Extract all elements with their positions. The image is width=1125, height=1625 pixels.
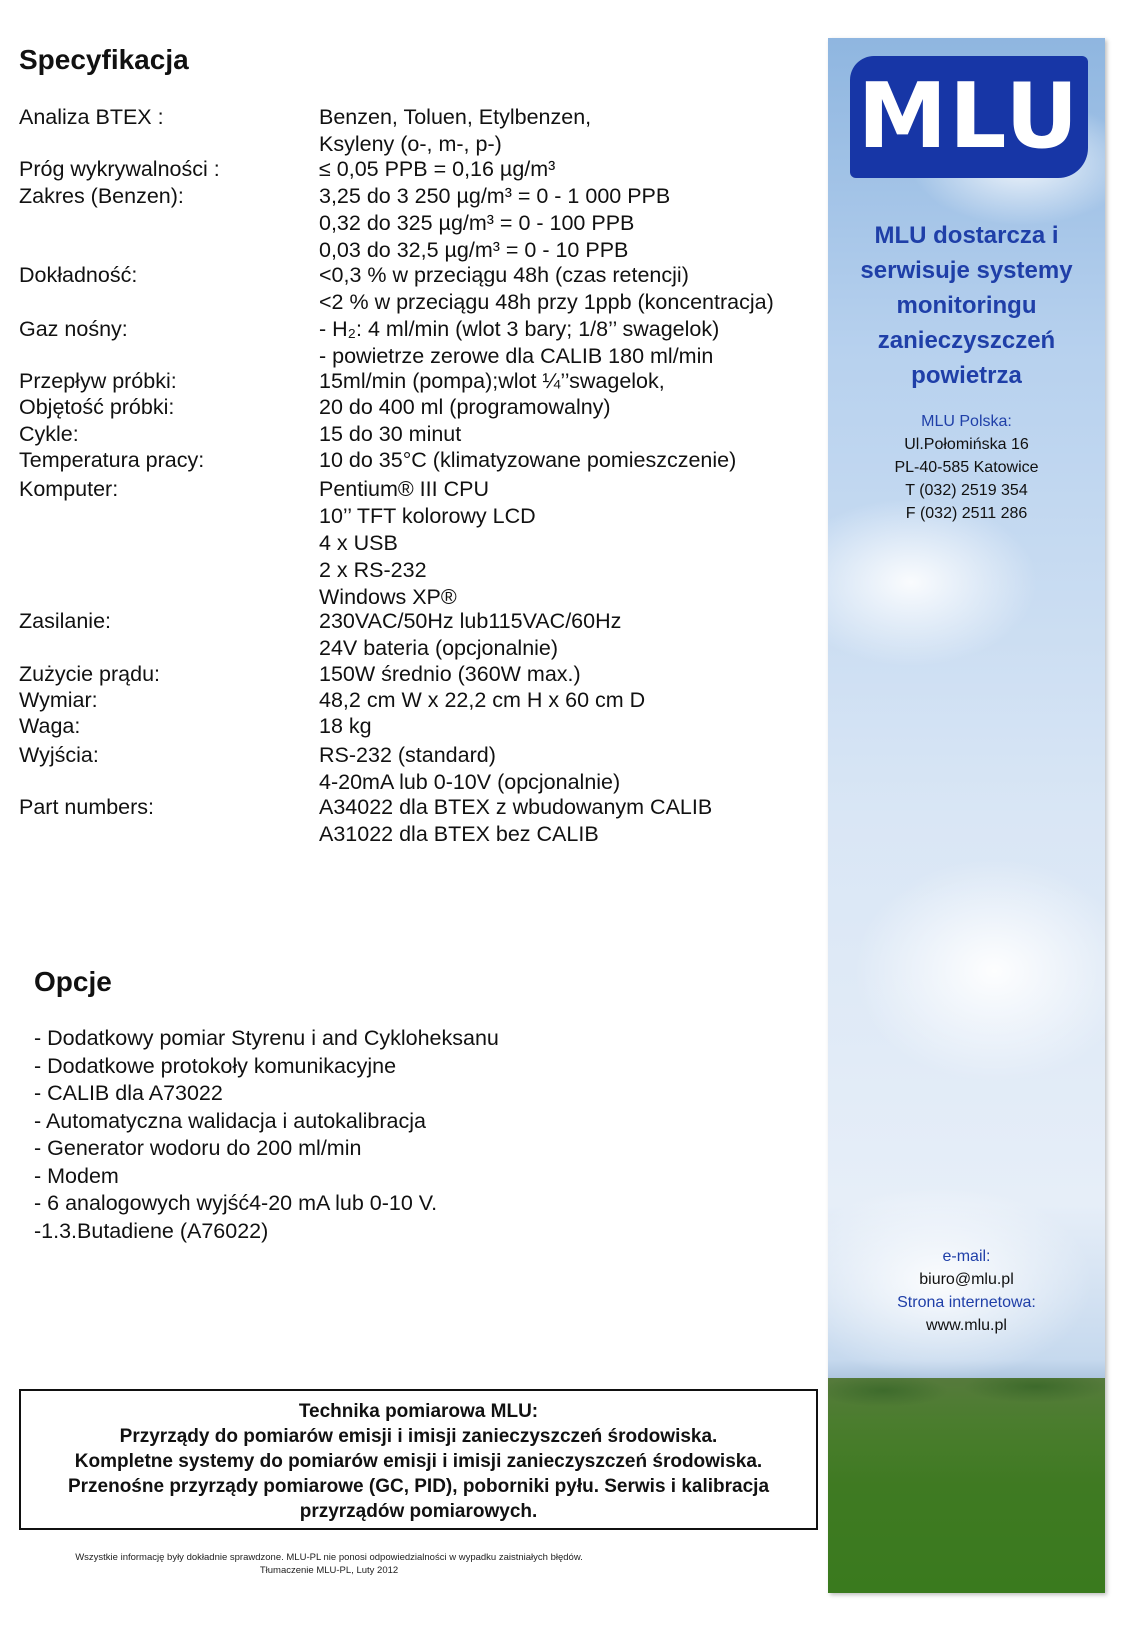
tagline-line: powietrza [911,362,1022,389]
address-line: PL-40-585 Katowice [894,459,1039,476]
tagline-line: zanieczyszczeń [877,327,1056,354]
spec-values [319,368,665,395]
spec-value: 18 kg [319,714,372,738]
spec-title: Specyfikacja [19,44,189,75]
disclaimer [19,1551,639,1577]
footer-box [19,1389,818,1530]
spec-label: Zasilanie: [19,609,112,633]
spec-values [319,794,712,848]
address-line: Ul.Połomińska 16 [904,436,1029,453]
sidebar-banner [828,38,1105,1593]
spec-label: Wymiar: [19,688,98,712]
spec-value: 15 do 30 minut [319,422,462,446]
grass-background [828,1378,1105,1593]
tagline-line: MLU dostarcza i [874,222,1059,249]
option-item: - CALIB dla A73022 [34,1081,223,1105]
spec-value: 10 do 35°C (klimatyzowane pomieszczenie) [319,448,737,472]
option-item: - Dodatkowe protokoły komunikacyjne [34,1053,397,1078]
spec-value: 48,2 cm W x 22,2 cm H x 60 cm D [319,688,646,712]
address-title: MLU Polska: [921,413,1012,430]
option-item: -1.3.Butadiene (A76022) [34,1218,269,1243]
option-item: - 6 analogowych wyjść4-20 mA lub 0-10 V. [34,1191,438,1215]
spec-value: 20 do 400 ml (programowalny) [319,395,611,419]
spec-label: Objętość próbki: [19,395,175,419]
spec-label: Waga: [19,714,81,738]
website-label: Strona internetowa: [897,1294,1036,1311]
spec-values [319,608,621,662]
spec-label: Analiza BTEX : [19,105,164,129]
option-item: - Dodatkowy pomiar Styrenu i and Cykloheksanu [34,1026,499,1050]
spec-label: Part numbers: [19,795,155,819]
logo-text: MLU [857,64,1081,169]
spec-value: Ksyleny (o-, m-, p-) [319,132,502,156]
spec-value: - powietrze zerowe dla CALIB 180 ml/min [319,344,714,368]
options-list [34,1025,499,1245]
email-label: e-mail: [942,1248,991,1265]
spec-value: <2 % w przeciągu 48h przy 1ppb (koncentracja) [319,290,774,314]
disclaimer-line: Tłumaczenie MLU-PL, Luty 2012 [259,1565,399,1576]
option-item: - Automatyczna walidacja i autokalibracja [34,1108,426,1133]
tagline-line: serwisuje systemy [860,257,1073,284]
address-line: T (032) 2519 354 [905,482,1028,499]
spec-label: Gaz nośny: [19,317,128,341]
spec-value: 3,25 do 3 250 µg/m³ = 0 - 1 000 PPB [319,184,671,208]
spec-value: 15ml/min (pompa);wlot ¼’’swagelok, [319,369,665,393]
website-link[interactable]: www.mlu.pl [926,1317,1007,1334]
option-item: - Generator wodoru do 200 ml/min [34,1136,362,1160]
spec-values [319,316,719,370]
spec-value: ≤ 0,05 PPB = 0,16 µg/m³ [319,157,556,181]
spec-values [319,447,736,474]
spec-value: 10’’ TFT kolorowy LCD [319,504,536,528]
spec-value: 150W średnio (360W max.) [319,662,581,686]
spec-values [319,661,581,688]
spec-values [319,183,670,264]
mlu-logo [850,56,1088,178]
footer-line: Technika pomiarowa MLU: [298,1401,539,1422]
spec-label: Próg wykrywalności : [19,157,220,181]
spec-values [319,687,645,714]
spec-values [319,394,611,421]
option-item: - Modem [34,1163,119,1188]
spec-value: A31022 dla BTEX bez CALIB [319,822,599,846]
spec-label: Komputer: [19,477,119,501]
spec-value: - H₂: 4 ml/min (wlot 3 bary; 1/8’’ swagelok) [319,317,720,341]
disclaimer-line: Wszystkie informację były dokładnie sprawdzone. MLU-PL nie ponosi odpowiedzialności w wypadku zaistniałych błędów. [75,1552,583,1563]
address-block [828,410,1105,525]
spec-label: Zużycie prądu: [19,662,161,686]
footer-line: przyrządów pomiarowych. [299,1501,538,1522]
contact-block [828,1245,1105,1337]
spec-label: Wyjścia: [19,743,99,767]
spec-value: Benzen, Toluen, Etylbenzen, [319,105,592,129]
spec-value: 0,03 do 32,5 µg/m³ = 0 - 10 PPB [319,238,629,262]
banner-tagline [828,218,1105,393]
spec-value: 230VAC/50Hz lub115VAC/60Hz [319,609,622,633]
spec-values [319,713,372,740]
spec-values [319,742,620,796]
spec-value: Pentium® III CPU [319,477,489,501]
spec-values [319,156,555,183]
spec-value: A34022 dla BTEX z wbudowanym CALIB [319,795,713,819]
address-line: F (032) 2511 286 [905,505,1028,522]
footer-line: Przenośne przyrządy pomiarowe (GC, PID), poborniki pyłu. Serwis i kalibracja [67,1476,770,1497]
spec-value: 4 x USB [319,531,398,555]
spec-label: Zakres (Benzen): [19,184,184,208]
spec-label: Cykle: [19,422,79,446]
email-link[interactable]: biuro@mlu.pl [919,1271,1014,1288]
options-title: Opcje [34,966,112,997]
spec-label: Temperatura pracy: [19,448,205,472]
spec-value: <0,3 % w przeciągu 48h (czas retencji) [319,263,689,287]
tagline-line: monitoringu [896,292,1037,319]
spec-label: Przepływ próbki: [19,369,177,393]
spec-value: 0,32 do 325 µg/m³ = 0 - 100 PPB [319,211,635,235]
footer-line: Przyrządy do pomiarów emisji i imisji zanieczyszczeń środowiska. [119,1426,718,1447]
spec-values [319,104,591,158]
spec-values [319,476,536,611]
spec-value: Windows XP® [319,585,457,609]
spec-label: Dokładność: [19,263,138,287]
spec-value: RS-232 (standard) [319,743,496,767]
spec-value: 4-20mA lub 0-10V (opcjonalnie) [319,770,621,794]
spec-values [319,262,774,316]
footer-line: Kompletne systemy do pomiarów emisji i imisji zanieczyszczeń środowiska. [74,1451,763,1472]
spec-value: 2 x RS-232 [319,558,427,582]
spec-values [319,421,461,448]
spec-value: 24V bateria (opcjonalnie) [319,636,559,660]
